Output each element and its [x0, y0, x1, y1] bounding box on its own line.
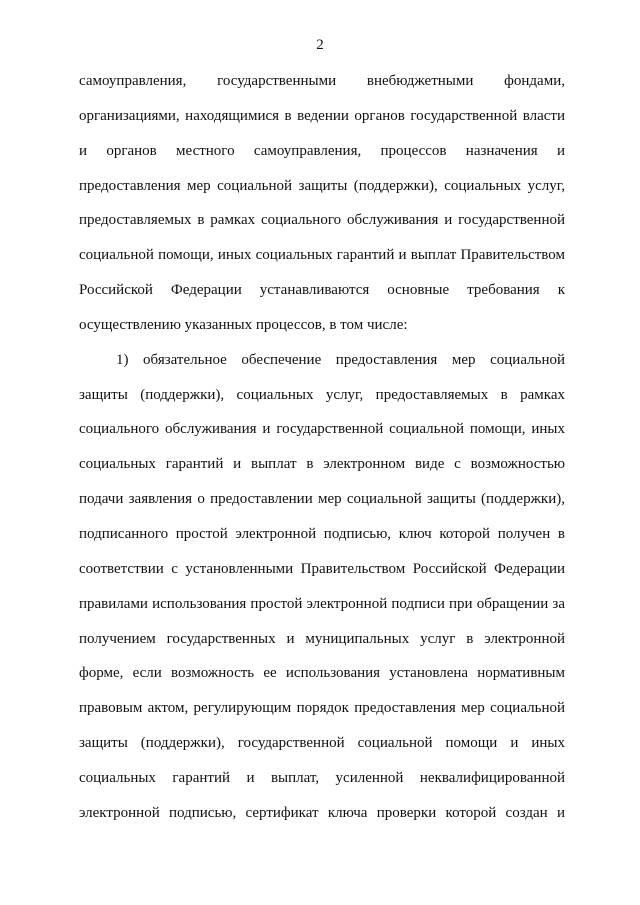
text-line: социального обслуживания и государственной социальной помощи, иных — [79, 421, 565, 438]
text-line: организациями, находящимися в ведении органов государственной власти — [79, 107, 565, 124]
text-line: защиты (поддержки), государственной социальной помощи и иных — [79, 735, 565, 752]
text-line: и органов местного самоуправления, процессов назначения и — [79, 142, 565, 159]
text-line: правилами использования простой электронной подписи при обращении за — [79, 595, 565, 612]
text-line: предоставляемых в рамках социального обслуживания и государственной — [79, 212, 565, 229]
text-line: социальных гарантий и выплат, усиленной неквалифицированной — [79, 769, 565, 786]
page-number: 2 — [316, 37, 324, 53]
text-line: подачи заявления о предоставлении мер социальной защиты (поддержки), — [79, 491, 565, 508]
text-line: социальных гарантий и выплат в электронном виде с возможностью — [79, 456, 565, 473]
text-line: защиты (поддержки), социальных услуг, предоставляемых в рамках — [79, 386, 565, 403]
text-line: социальной помощи, иных социальных гарантий и выплат Правительством — [79, 247, 565, 264]
text-line: форме, если возможность ее использования установлена нормативным — [79, 665, 565, 682]
text-line: правовым актом, регулирующим порядок предоставления мер социальной — [79, 700, 565, 717]
text-line: электронной подписью, сертификат ключа проверки которой создан и — [79, 804, 565, 821]
text-line: получением государственных и муниципальных услуг в электронной — [79, 630, 565, 647]
paragraph-start-line: 1) обязательное обеспечение предоставления мер социальной — [116, 351, 565, 368]
text-line: подписанного простой электронной подписью, ключ которой получен в — [79, 525, 565, 542]
document-body — [79, 70, 565, 837]
text-line: предоставления мер социальной защиты (поддержки), социальных услуг, — [79, 177, 565, 194]
text-line: Российской Федерации устанавливаются основные требования к — [79, 282, 565, 299]
text-line: осуществлению указанных процессов, в том числе: — [79, 316, 408, 333]
text-line: самоуправления, государственными внебюджетными фондами, — [79, 73, 565, 89]
text-line: соответствии с установленными Правительством Российской Федерации — [79, 560, 565, 577]
